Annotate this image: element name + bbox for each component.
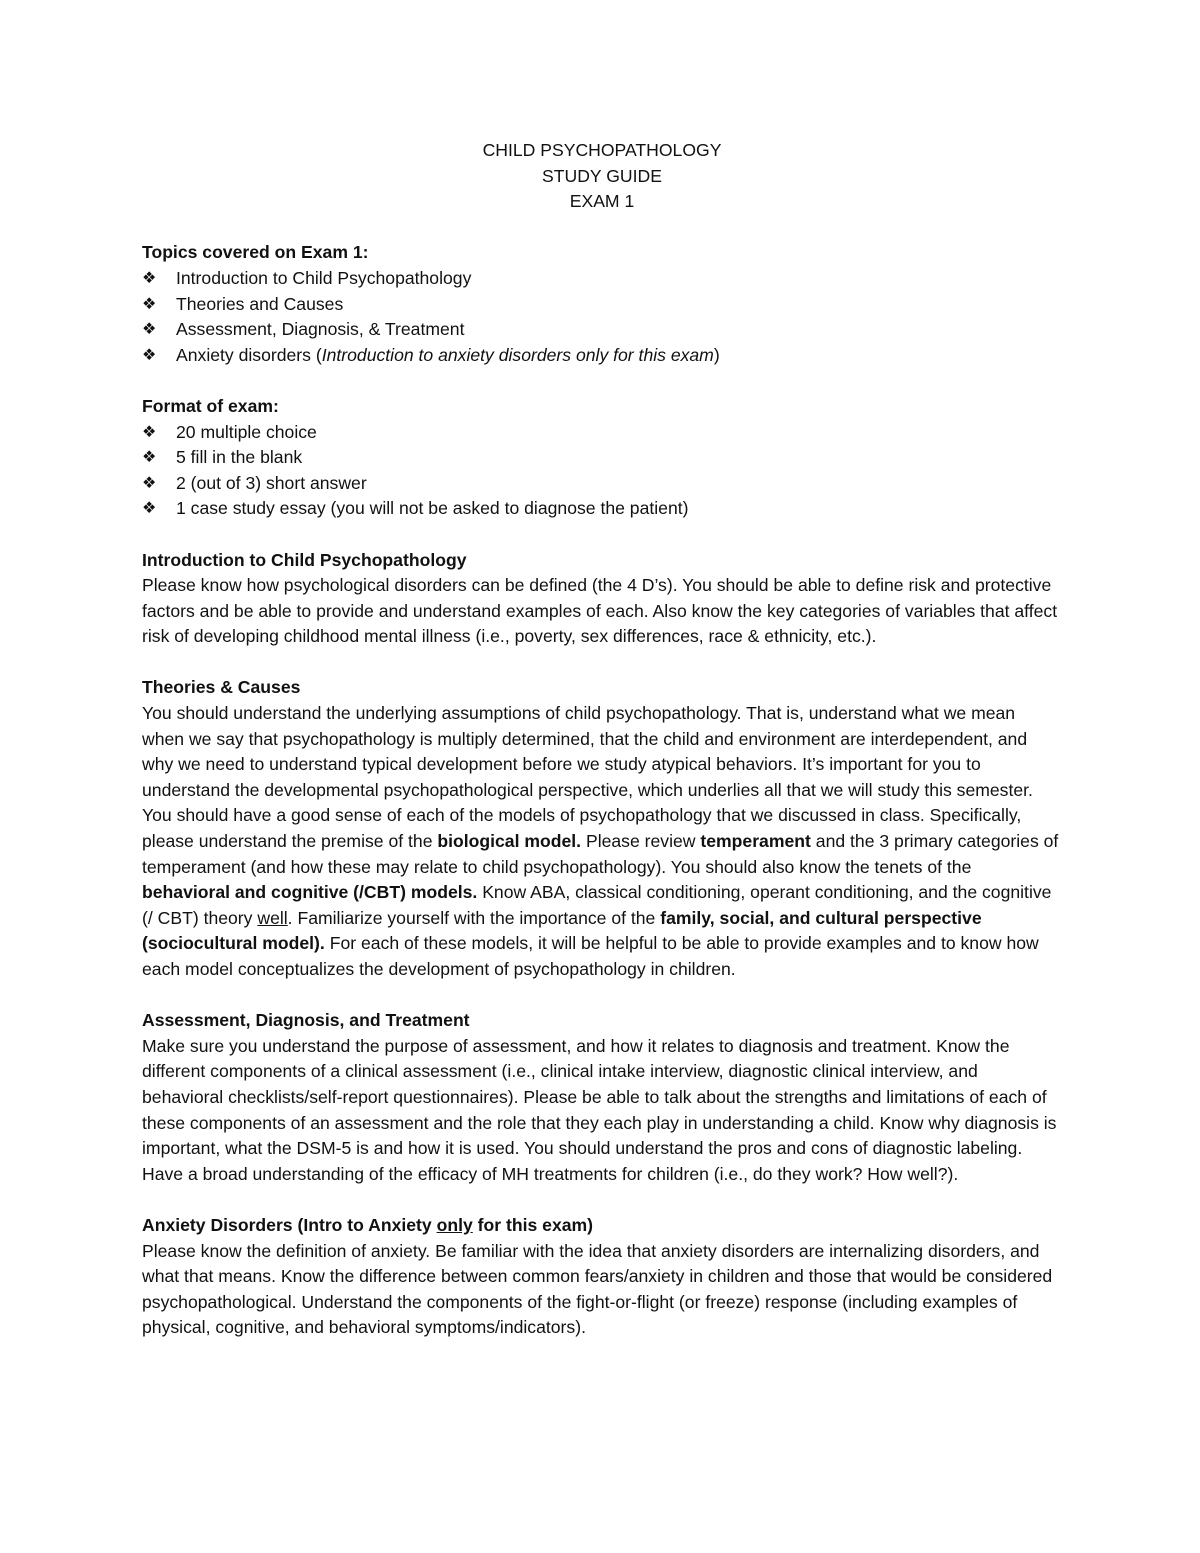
document-title-block bbox=[142, 138, 1062, 215]
list-item bbox=[142, 496, 1062, 522]
exam-label: EXAM 1 bbox=[569, 191, 635, 212]
topic-text-italic: Introduction to anxiety disorders only for this exam bbox=[321, 344, 714, 365]
anxiety-heading-underline: only bbox=[436, 1214, 473, 1235]
anxiety-heading bbox=[142, 1213, 1062, 1239]
diamond-bullet-icon: ❖ bbox=[142, 449, 157, 467]
diamond-bullet-icon: ❖ bbox=[142, 423, 157, 441]
diamond-bullet-icon: ❖ bbox=[142, 321, 157, 339]
theories-text: You should understand the underlying assumptions of child psychopathology. That is, understand what we mean when we say that psychopathology is multiply determined, that the child and environment are interdependent, and why we need to understand typical development before we study atypical behaviors. It’s important for you to understand the developmental psychopathological perspective, which underlies all that we will study this semester. You should have a good sense of each of the models of psychopathology that we discussed in class. Specifically, please understand the premise of the bbox=[142, 703, 1033, 852]
format-text: 5 fill in the blank bbox=[176, 447, 303, 468]
topic-text: Introduction to Child Psychopathology bbox=[176, 267, 472, 288]
theories-bold-term: biological model. bbox=[437, 831, 582, 852]
topics-list bbox=[142, 266, 1062, 368]
diamond-bullet-icon: ❖ bbox=[142, 295, 157, 313]
format-heading: Format of exam: bbox=[142, 395, 279, 416]
intro-section bbox=[142, 548, 1062, 650]
format-text: 20 multiple choice bbox=[176, 421, 317, 442]
topic-text-suffix: ) bbox=[713, 344, 720, 365]
anxiety-heading-suffix: for this exam) bbox=[472, 1214, 594, 1235]
theories-bold-term: behavioral and cognitive (/CBT) models. bbox=[142, 882, 478, 903]
theories-text: For each of these models, it will be helpful to be able to provide examples and to know how each model conceptualizes the development of psychopathology in children. bbox=[142, 933, 1039, 979]
topic-text-prefix: Anxiety disorders ( bbox=[176, 344, 322, 365]
anxiety-body: Please know the definition of anxiety. Be familiar with the idea that anxiety disorders are internalizing disorders, and what that means. Know the difference between common fears/anxiety in children and those that would be considered psychopathological. Understand the components of the fight-or-flight (or freeze) response (including examples of physical, cognitive, and behavioral symptoms/indicators). bbox=[142, 1240, 1053, 1338]
list-item bbox=[142, 471, 1062, 497]
theories-heading: Theories & Causes bbox=[142, 677, 301, 698]
study-guide-page bbox=[142, 138, 1062, 1367]
list-item bbox=[142, 266, 1062, 292]
assessment-body: Make sure you understand the purpose of assessment, and how it relates to diagnosis and treatment. Know the different components of a clinical assessment (i.e., clinical intake interview, diagnostic clinical interview, and behavioral checklists/self-report questionnaires). Please be able to talk about the strengths and limitations of each of these components of an assessment and the role that they each play in understanding a child. Know why diagnosis is important, what the DSM-5 is and how it is used. You should understand the pros and cons of diagnostic labeling. Have a broad understanding of the efficacy of MH treatments for children (i.e., do they work? How well?). bbox=[142, 1035, 1057, 1184]
list-item bbox=[142, 317, 1062, 343]
theories-text: . Familiarize yourself with the importance of the bbox=[287, 907, 661, 928]
diamond-bullet-icon: ❖ bbox=[142, 269, 157, 287]
assessment-section bbox=[142, 1008, 1062, 1187]
theories-text: Know ABA, classical conditioning, operant conditioning, and the cognitive (/ CBT) theory bbox=[142, 882, 1052, 928]
list-item bbox=[142, 420, 1062, 446]
intro-body: Please know how psychological disorders can be defined (the 4 D’s). You should be able to define risk and protective factors and be able to provide and understand examples of each. Also know the key categories of variables that affect risk of developing childhood mental illness (i.e., poverty, sex differences, race & ethnicity, etc.). bbox=[142, 575, 1058, 647]
doc-subtitle: STUDY GUIDE bbox=[542, 165, 662, 186]
list-item bbox=[142, 292, 1062, 318]
list-item bbox=[142, 445, 1062, 471]
format-text: 2 (out of 3) short answer bbox=[176, 472, 367, 493]
theories-text: Please review bbox=[581, 831, 701, 852]
theories-underline-term: well bbox=[257, 907, 288, 928]
topic-text: Assessment, Diagnosis, & Treatment bbox=[176, 319, 465, 340]
theories-text: and the 3 primary categories of temperament (and how these may relate to child psychopathology). You should also know the tenets of the bbox=[142, 831, 1059, 877]
theories-section bbox=[142, 675, 1062, 982]
topics-heading: Topics covered on Exam 1: bbox=[142, 242, 369, 263]
diamond-bullet-icon: ❖ bbox=[142, 474, 157, 492]
anxiety-section bbox=[142, 1213, 1062, 1341]
theories-body bbox=[142, 701, 1062, 983]
anxiety-heading-prefix: Anxiety Disorders (Intro to Anxiety bbox=[142, 1214, 437, 1235]
intro-heading: Introduction to Child Psychopathology bbox=[142, 549, 467, 570]
list-item bbox=[142, 343, 1062, 369]
diamond-bullet-icon: ❖ bbox=[142, 346, 157, 364]
course-title: CHILD PSYCHOPATHOLOGY bbox=[482, 140, 722, 160]
theories-bold-term: temperament bbox=[700, 831, 811, 852]
diamond-bullet-icon: ❖ bbox=[142, 500, 157, 518]
assessment-heading: Assessment, Diagnosis, and Treatment bbox=[142, 1010, 470, 1031]
topic-text: Theories and Causes bbox=[176, 293, 344, 314]
theories-bold-term: family, social, and cultural perspective (sociocultural model). bbox=[142, 907, 982, 954]
format-list bbox=[142, 420, 1062, 522]
format-text: 1 case study essay (you will not be asked to diagnose the patient) bbox=[176, 498, 689, 519]
